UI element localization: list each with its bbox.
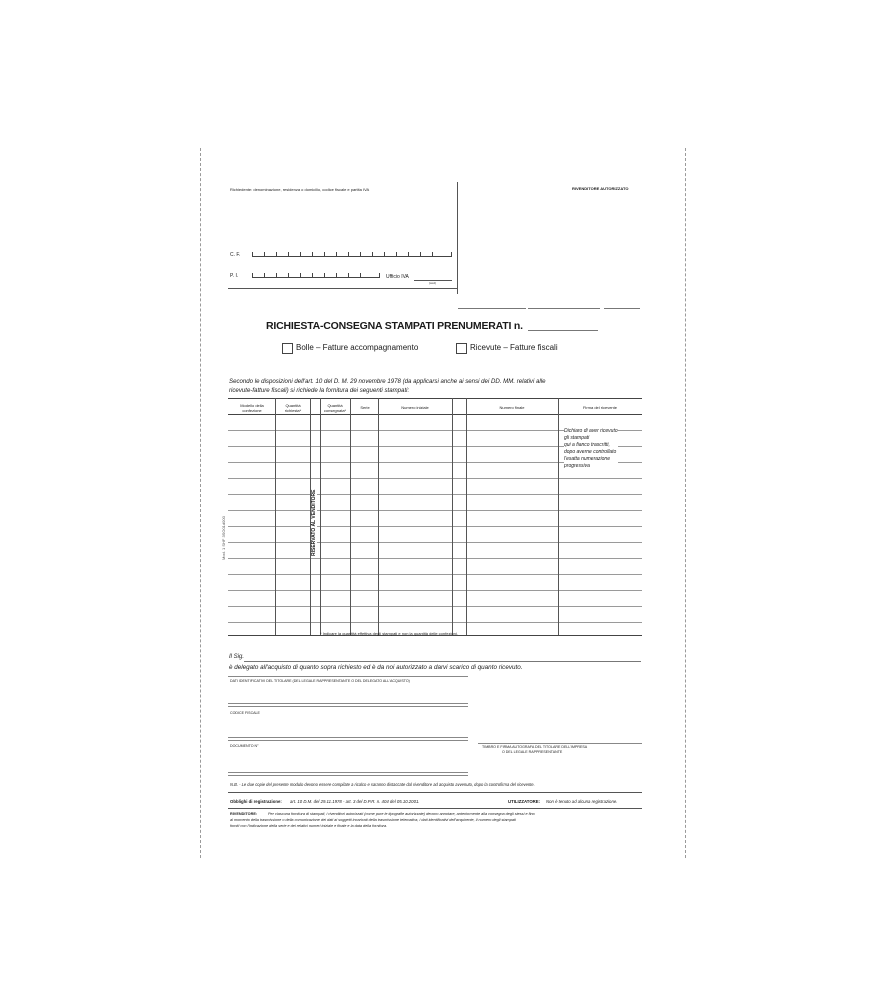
cf-line-1[interactable] [228,737,468,738]
sig-label: Il Sig. [229,654,245,660]
stampati-table [228,398,642,636]
utilizzatore-label: UTILIZZATORE: [508,799,541,804]
right-perforation [685,148,686,858]
ufficio-iva-sub: (cod) [429,281,436,285]
cf-field[interactable] [252,249,452,257]
dati-line-2[interactable] [228,706,468,707]
obblighi-text: art. 10 D.M. del 29.11.1978 - art. 3 del D.P.R. n. 404 del 05.10.2001. [290,799,420,804]
footer-rule-1 [228,792,642,793]
cf-label: C. F. [230,252,241,258]
date-line-1 [458,308,526,309]
rivenditore-line-1: Per ciascuna fornitura di stampati, i rivenditori autorizzati (come pure le tipografie autorizzate) devono annotare, anteriormente alla consegna degli stessi e fino [268,812,535,816]
bolle-checkbox[interactable] [282,343,293,354]
table-row[interactable] [228,478,642,479]
header-divider [457,182,458,294]
table-row[interactable] [228,606,642,607]
rivenditore-line-3: forniti con l'indicazione della serie e dei relativi numeri iniziale e finale e la data della fornitura. [230,824,388,828]
reseller-label: RIVENDITORE AUTORIZZATO [572,186,629,191]
delegation-text: è delegato all'acquisto di quanto sopra richiesto ed è da noi autorizzato a darvi scarico di quanto ricevuto. [229,664,523,671]
date-line-3 [604,308,640,309]
header-firma-ricevente: Firma del ricevente [582,405,617,410]
doc-line-2[interactable] [228,775,468,776]
table-row[interactable] [228,542,642,543]
header-numero-finale: Numero finale [499,405,525,410]
utilizzatore-text: Non è tenuto ad alcuna registrazione. [546,799,618,804]
table-row[interactable] [228,510,642,511]
left-perforation [200,148,201,858]
documento-label: DOCUMENTO N° [230,744,259,748]
table-footnote: * Indicare la quantità effettiva degli stampati e non la quantità delle confezioni. [320,631,458,636]
ricevute-checkbox[interactable] [456,343,467,354]
header-serie: Serie [360,405,370,410]
sig-field[interactable] [244,661,641,662]
rivenditore-line-2: al momento della trasmissione o della comunicazione dei dati ai soggetti incaricati della trasmissione telematica, i dati identificativi dell'acquirente, il numero degli stampati [230,818,516,822]
table-row[interactable] [228,558,642,559]
stamp-label-1: TIMBRO E FIRMA AUTOGRAFA DEL TITOLARE DELL'IMPRESA [482,745,588,749]
form-number-field[interactable] [528,330,598,331]
header-modello: Modello della confezione [240,403,264,413]
receipt-note: Dichiaro di aver ricevuto gli stampati qui a fianco trascritti, dopo averne controllato l'esatta numerazione progressiva [564,428,618,469]
codice-fiscale-label: CODICE FISCALE [230,711,260,715]
table-row[interactable] [228,574,642,575]
nb-text: N.B. - Le due copie del presente modulo devono essere compilate a ricalco e saranno distaccate dal rivenditore ad acquisto avvenuto, dopo la controfirma del ricevente. [230,782,535,787]
vendor-reserved-label: RISERVATO AL VENDITORE [311,489,317,556]
table-row[interactable] [228,590,642,591]
stamp-line[interactable] [478,743,642,744]
ufficio-iva-label: Ufficio IVA [386,274,409,280]
pi-label: P. I. [230,273,239,279]
date-line-2 [528,308,600,309]
footer-rule-2 [228,808,642,809]
side-code: Mod. 1 SHF 3SO01d000 [221,516,226,560]
intro-line-2: ricevute-fatture fiscali) si richiede la fornitura dei seguenti stampati: [229,387,410,394]
form-title: RICHIESTA-CONSEGNA STAMPATI PRENUMERATI n. [266,320,523,332]
header-quantita-richiesta: Quantità richiesta* [284,403,302,413]
table-row[interactable] [228,526,642,527]
dati-field[interactable] [228,676,468,677]
table-row[interactable] [228,622,642,623]
dati-label: DATI IDENTIFICATIVI DEL TITOLARE (DEL LEGALE RAPPRESENTANTE O DEL DELEGATO ALL'ACQUISTO) [230,679,410,683]
requester-label: Richiedente: denominazione, residenza o domicilio, codice fiscale e partita IVA [230,187,370,192]
cf-line-2[interactable] [228,740,468,741]
document-page [200,148,686,858]
dati-line-1[interactable] [228,703,468,704]
table-row[interactable] [228,494,642,495]
doc-line-1[interactable] [228,772,468,773]
rivenditore-label: RIVENDITORE: [230,812,258,816]
pi-field[interactable] [252,270,380,278]
intro-line-1: Secondo le disposizioni dell'art. 10 del D. M. 29 novembre 1978 (da applicarsi anche ai sensi dei DD. MM. relativi alle [229,378,546,385]
header-quantita-consegnata: Quantità consegnata* [323,403,347,413]
obblighi-label: Obblighi di registrazione: [230,799,282,804]
stamp-label-2: O DEL LEGALE RAPPRESENTANTE [502,750,563,754]
header-numero-iniziale: Numero iniziale [401,405,429,410]
header-bottom-line [228,288,457,289]
ricevute-option-label: Ricevute – Fatture fiscali [470,343,558,352]
bolle-option-label: Bolle – Fatture accompagnamento [296,343,419,352]
